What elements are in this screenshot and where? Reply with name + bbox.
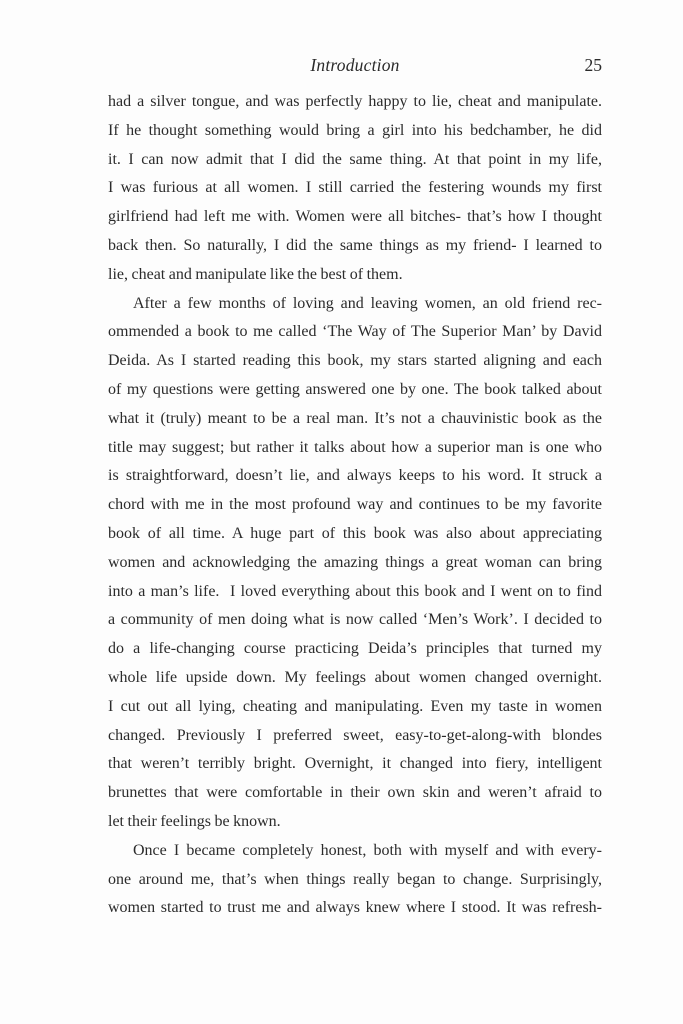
text-line: ommended a book to me called ‘The Way of The Superior Man’ by David [108, 323, 602, 341]
text-line: title may suggest; but rather it talks about how a superior man is one who [108, 438, 602, 456]
text-line: it. I can now admit that I did the same thing. At that point in my life, [108, 150, 602, 168]
text-line: a community of men doing what is now called ‘Men’s Work’. I decided to [108, 611, 602, 629]
text-line: brunettes that were comfortable in their own skin and weren’t afraid to [108, 784, 602, 802]
text-line: that weren’t terribly bright. Overnight, it changed into fiery, intelligent [108, 755, 602, 773]
paragraph [108, 88, 602, 290]
text-line: women started to trust me and always knew where I stood. It was refresh- [108, 899, 602, 917]
text-line: After a few months of loving and leaving women, an old friend rec- [133, 294, 602, 312]
page-number: 25 [584, 55, 602, 75]
text-line: Once I became completely honest, both with myself and with every- [133, 841, 602, 859]
text-line: back then. So naturally, I did the same things as my friend- I learned to [108, 236, 602, 254]
paragraph [108, 837, 602, 923]
text-line: chord with me in the most profound way and continues to be my favorite [108, 496, 602, 514]
text-line: is straightforward, doesn’t lie, and always keeps to his word. It struck a [108, 467, 602, 485]
text-line: If he thought something would bring a girl into his bedchamber, he did [108, 121, 602, 139]
text-line: changed. Previously I preferred sweet, easy-to-get-along-with blondes [108, 726, 602, 744]
text-line: Deida. As I started reading this book, my stars started aligning and each [108, 352, 602, 370]
chapter-title: Introduction [310, 55, 400, 75]
text-line: had a silver tongue, and was perfectly happy to lie, cheat and manipulate. [108, 93, 602, 110]
text-line: women and acknowledging the amazing things a great woman can bring [108, 553, 602, 571]
text-line: lie, cheat and manipulate like the best of them. [108, 265, 403, 283]
paragraph [108, 290, 602, 837]
text-line: I was furious at all women. I still carried the festering wounds my first [108, 179, 602, 197]
text-line: I cut out all lying, cheating and manipulating. Even my taste in women [108, 697, 602, 715]
page-header [108, 54, 602, 76]
text-line: into a man’s life. I loved everything about this book and I went on to find [108, 582, 602, 600]
text-line: one around me, that’s when things really began to change. Surprisingly, [108, 870, 602, 888]
text-line: book of all time. A huge part of this book was also about appreciating [108, 524, 602, 542]
text-line: let their feelings be known. [108, 812, 281, 830]
text-line: what it (truly) meant to be a real man. It’s not a chauvinistic book as the [108, 409, 602, 427]
text-line: do a life-changing course practicing Deida’s principles that turned my [108, 640, 602, 658]
text-line: of my questions were getting answered one by one. The book talked about [108, 380, 602, 398]
body-text [108, 88, 602, 923]
text-line: whole life upside down. My feelings about women changed overnight. [108, 668, 602, 686]
text-line: girlfriend had left me with. Women were all bitches- that’s how I thought [108, 208, 602, 226]
